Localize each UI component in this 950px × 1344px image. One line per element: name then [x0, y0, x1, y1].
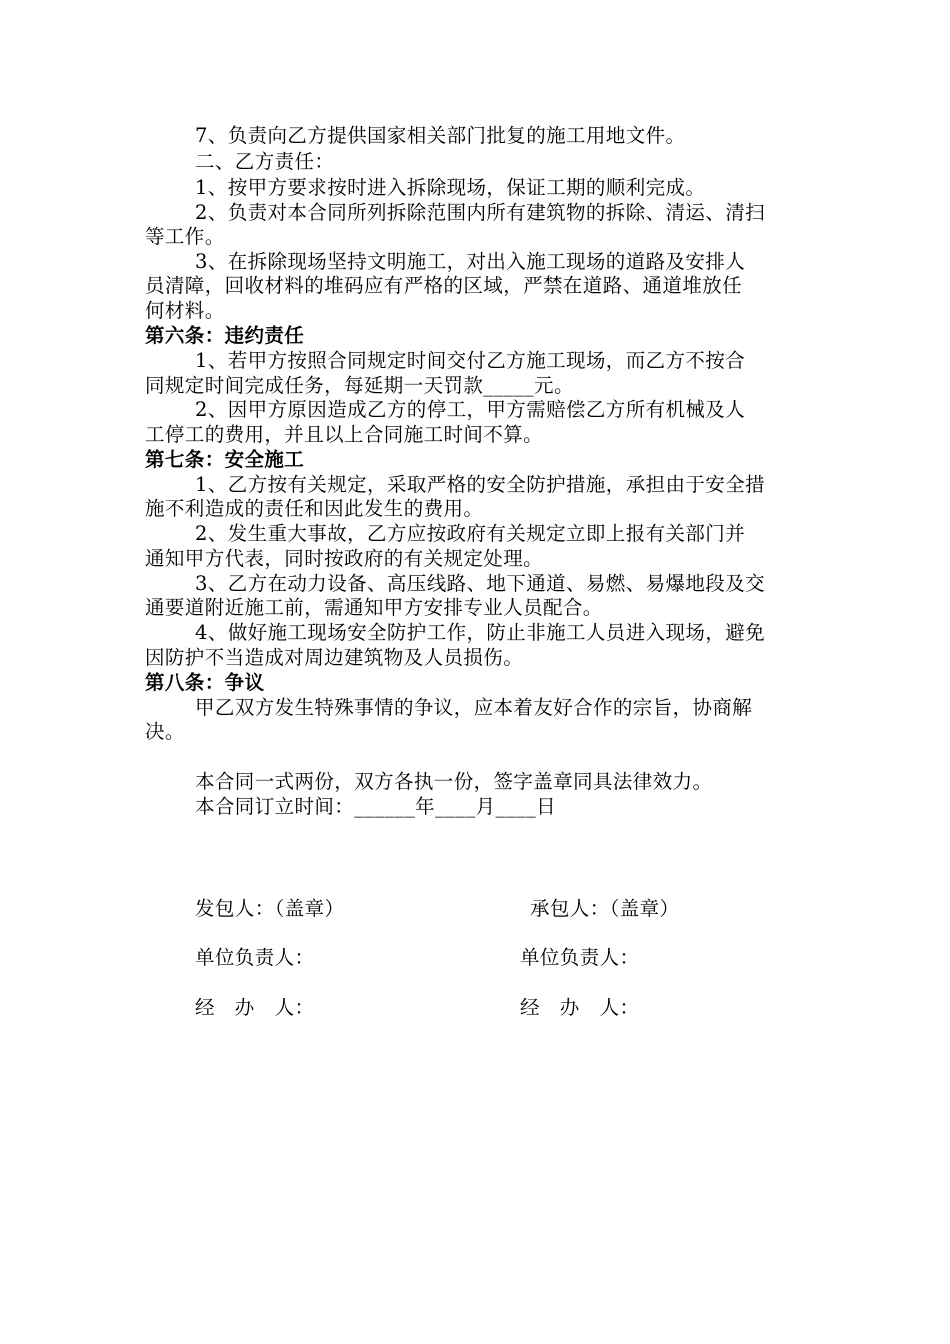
article-heading-6: 第六条：违约责任	[145, 324, 305, 347]
party-b-responsible-label: 单位负责人：	[520, 946, 640, 969]
paragraph-line: 1、若甲方按照合同规定时间交付乙方施工现场，而乙方不按合	[195, 349, 746, 372]
paragraph-line: 通知甲方代表，同时按政府的有关规定处理。	[145, 547, 544, 570]
party-a-responsible-label: 单位负责人：	[195, 946, 315, 969]
copies-statement: 本合同一式两份，双方各执一份，签字盖章同具法律效力。	[195, 770, 713, 793]
paragraph-line: 员清障，回收材料的堆码应有严格的区域，严禁在道路、通道堆放任	[145, 274, 743, 297]
paragraph-line: 1、乙方按有关规定，采取严格的安全防护措施，承担由于安全措	[195, 473, 766, 496]
party-a-seal-label: 发包人：（盖章）	[195, 897, 345, 920]
paragraph-line: 等工作。	[145, 225, 225, 248]
paragraph-line: 3、在拆除现场坚持文明施工，对出入施工现场的道路及安排人	[195, 250, 746, 273]
party-b-handler-label: 经 办 人：	[520, 996, 640, 1019]
paragraph-line: 何材料。	[145, 299, 225, 322]
paragraph-line: 2、因甲方原因造成乙方的停工，甲方需赔偿乙方所有机械及人	[195, 398, 746, 421]
contract-date-line: 本合同订立时间：______年____月____日	[195, 795, 557, 818]
article-heading-8: 第八条：争议	[145, 671, 265, 694]
paragraph-line: 2、负责对本合同所列拆除范围内所有建筑物的拆除、清运、清扫	[195, 201, 766, 224]
paragraph-line: 2、发生重大事故，乙方应按政府有关规定立即上报有关部门并	[195, 522, 746, 545]
paragraph-line: 7、负责向乙方提供国家相关部门批复的施工用地文件。	[195, 124, 686, 147]
paragraph-line: 通要道附近施工前，需通知甲方安排专业人员配合。	[145, 596, 603, 619]
party-b-seal-label: 承包人：（盖章）	[530, 897, 680, 920]
paragraph-line: 甲乙双方发生特殊事情的争议，应本着友好合作的宗旨，协商解	[195, 696, 753, 719]
paragraph-line: 决。	[145, 720, 185, 743]
paragraph-line: 同规定时间完成任务，每延期一天罚款_____元。	[145, 374, 574, 397]
section-subheading: 二、乙方责任：	[195, 150, 335, 173]
party-a-handler-label: 经 办 人：	[195, 996, 315, 1019]
paragraph-line: 施不利造成的责任和因此发生的费用。	[145, 497, 484, 520]
paragraph-line: 1、按甲方要求按时进入拆除现场，保证工期的顺利完成。	[195, 176, 706, 199]
paragraph-line: 3、乙方在动力设备、高压线路、地下通道、易燃、易爆地段及交	[195, 572, 766, 595]
article-heading-7: 第七条：安全施工	[145, 448, 305, 471]
paragraph-line: 4、做好施工现场安全防护工作，防止非施工人员进入现场，避免	[195, 621, 766, 644]
paragraph-line: 因防护不当造成对周边建筑物及人员损伤。	[145, 646, 524, 669]
paragraph-line: 工停工的费用，并且以上合同施工时间不算。	[145, 423, 544, 446]
